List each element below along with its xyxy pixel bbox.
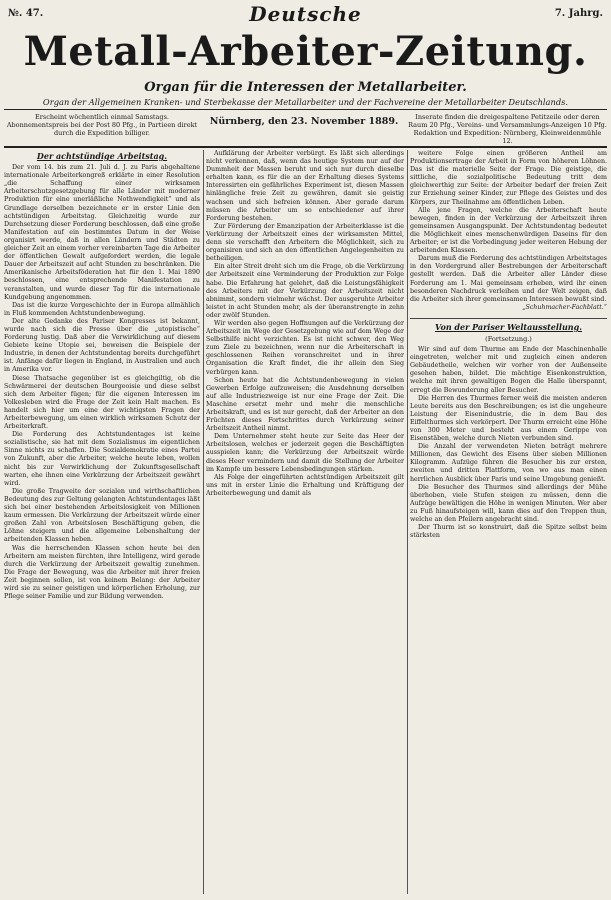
paragraph: Das ist die kurze Vorgeschichte der in Europa allmählich in Fluß kommenden Achtstundenbewegung. xyxy=(4,301,200,317)
subscription-info: Erscheint wöchentlich einmal Samstags. Abonnementspreis bei der Post 80 Pfg., in Partieen direkt durch die Expedition billiger. xyxy=(6,113,198,137)
paragraph: Als Folge der eingeführten achtstündigen Arbeitszeit gilt uns mit in erster Linie die Erhaltung und Kräftigung der Arbeiterbewegung und damit als xyxy=(206,473,404,497)
paragraph: Der Thurm ist so konstruirt, daß die Spitze selbst beim stärksten xyxy=(410,524,607,540)
paragraph: Zur Förderung der Emanzipation der Arbeiterklasse ist die Verkürzung der Arbeitszeit eines der wirksamsten Mittel, denn sie verschafft den Arbeitern die Möglichkeit, sich zu organisiren und sich an den öffentlichen Angelegenheiten zu betheiligen. xyxy=(206,222,404,263)
masthead-title: Metall-Arbeiter-Zeitung. xyxy=(23,28,588,75)
source-signature: „Schuhmacher-Fachblatt.“ xyxy=(522,303,607,311)
paragraph: Was die herrschenden Klassen schon heute bei den Arbeitern am meisten fürchten, ihre Intelligenz, wird gerade durch die Verkürzung der Arbeitszeit gewaltig zunehmen. Die Frage der Bewegung, was die Arbeiter mit ihrer freien Zeit beginnen sollen, ist von keinem Belang: der Arbeiter wird sie zu seiner geistigen und körperlichen Erholung, zur Pflege seiner Familie und zur Bildung verwenden. xyxy=(4,544,200,601)
subtitle: Organ für die Interessen der Metallarbeiter. xyxy=(144,80,467,95)
paragraph: Darum muß die Forderung des achtstündigen Arbeitstages in den Vordergrund aller Bestrebungen der Arbeiterschaft gestellt werden. Daß die Arbeiter aller Länder diese Forderung am 1. Mai gemeinsam erheben, wird ihr einen besonderen Nachdruck verleihen und der Welt zeigen, daß die Arbeiter sich ihrer gemeinsamen Interessen bewußt sind. xyxy=(410,255,607,303)
advert-info: Inserate finden die dreigespaltene Petitzeile oder deren Raum 20 Pfg., Vereins- und Versammlungs-Anzeigen 10 Pfg. Redaktion und Expedition: Nürnberg, Kleinweidenmühle 12. xyxy=(408,113,607,145)
paragraph: Der alte Gedanke des Pariser Kongresses ist bekannt, wurde nach sich die Presse über die „utopistische“ Forderung lustig. Daß aber die Verwirklichung auf diesem Gebiete keine Utopie sei, beweisen die Beispiele der Industrie, in denen der Achtstundentag bereits durchgeführt ist. Anfänge dafür liegen in England, in Australien und auch in Amerika vor. xyxy=(4,317,200,374)
paragraph: Die große Tragweite der sozialen und wirthschaftlichen Bedeutung des zur Geltung gelangten Achtstundentages läßt sich bei einer bestehenden Arbeitslosigkeit von Millionen kaum ermessen. Die Verkürzung der Arbeitszeit würde einer großen Zahl von Arbeitslosen Beschäftigung geben, die Löhne steigern und die allgemeine Lebenshaltung der arbeitenden Klassen heben. xyxy=(4,487,200,544)
column-1 xyxy=(4,150,200,894)
subtitle-organ: Organ der Allgemeinen Kranken- und Sterbekasse der Metallarbeiter und der Fachvereine der Metallarbeiter Deutschlands. xyxy=(42,97,569,107)
paragraph: Dem Unternehmer steht heute zur Seite das Heer der Arbeitslosen, welches er jederzeit gegen die Beschäftigten ausspielen kann; die Verkürzung der Arbeitszeit würde dieses Heer vermindern und damit die Stellung der Arbeiter im Kampfe um bessere Lebensbedingungen stärken. xyxy=(206,433,404,473)
date-line: Nürnberg, den 23. November 1889. xyxy=(209,116,399,127)
paragraph: Der vom 14. bis zum 21. Juli d. J. zu Paris abgehaltene internationale Arbeiterkongreß erklärte in einer Resolution „die Schaffung einer wirksamen Arbeiterschutzgesetzgebung für alle Länder mit moderner Produktion für eine unerläßliche Nothwendigkeit“ und als Grundlage derselben bezeichnete er in erster Linie den achtstündigen Arbeitstag. Gleichzeitig wurde zur Durchsetzung dieser Forderung beschlossen, daß eine große Manifestation auf ein bestimmtes Datum in der Weise organisirt werde, daß in allen Ländern und Städten zu gleicher Zeit an einem vorher vereinbarten Tage die Arbeiter der öffentlichen Gewalt aufgefordert werden, die legale Dauer der Arbeitszeit auf acht Stunden zu beschränken. Die Amerikanische Arbeitsföderation hat für den 1. Mai 1890 beschlossen, eine entsprechende Manifestation zu veranstalten, und wurde dieser Tag für die internationale Kundgebung angenommen. xyxy=(4,164,200,301)
paragraph: Diese Thatsache gegenüber ist es gleichgiltig, ob die Schwärmerei der deutschen Bourgeoisie und diese selbst sich dem Arbeiter fügen; für die eigenen Interessen im Volkesleben wird die Frage der Zeit kein Halt machen. Es handelt sich hier um eine der wichtigsten Fragen der Arbeiterbewegung, um einen wirklich wirksamen Schutz der Arbeiterkraft. xyxy=(4,374,200,431)
divider xyxy=(4,109,607,110)
volume-label: 7. Jahrg. xyxy=(554,8,603,19)
paragraph: weitere Folge einen größeren Antheil am Produktionsertrage der Arbeit in Form von höheren Löhnen. Das ist die materielle Seite der Frage. Die geistige, die sittliche, die sozialpolitische Bedeutung tritt dem gleichwerthig zur Seite: der Arbeiter bedarf der freien Zeit zur Erziehung seiner Kinder, zur Pflege des Geistes und des Körpers, zur Theilnahme am öffentlichen Leben. xyxy=(410,150,607,206)
masthead-small: Deutsche xyxy=(249,2,362,26)
divider xyxy=(410,318,607,319)
paragraph: Die Anzahl der verwendeten Nieten beträgt mehrere Millionen, das Gewicht des Eisens über sieben Millionen Kilogramm. Aufzüge führen die Besucher bis zur ersten, zweiten und dritten Plattform, von wo aus man einen herrlichen Ausblick über Paris und seine Umgebung genießt. xyxy=(410,443,607,483)
divider xyxy=(4,146,607,148)
paragraph: Ein alter Streit dreht sich um die Frage, ob die Verkürzung der Arbeitszeit eine Verminderung der Produktion zur Folge habe. Die Erfahrung hat gelehrt, daß die Leistungsfähigkeit des Arbeiters mit der Verkürzung der Arbeitszeit nicht abnimmt, sondern vielmehr wächst. Der ausgeruhte Arbeiter leistet in acht Stunden mehr, als der überanstrengte in zehn oder zwölf Stunden. xyxy=(206,263,404,319)
paragraph: Wir werden also gegen Hoffnungen auf die Verkürzung der Arbeitszeit im Wege der Gesetzgebung wie auf dem Wege der Selbsthilfe nicht verzichten. Es ist nicht schwer, den Weg zum Ziele zu bezeichnen, wenn nur die Arbeiterschaft in geschlossenen Reihen voranschreitet und in ihrer Organisation die Kraft findet, die ihr allein den Sieg verbürgen kann. xyxy=(206,319,404,376)
column-3 xyxy=(410,150,607,894)
columns xyxy=(4,150,607,894)
paragraph: Aufklärung der Arbeiter verbürgt. Es läßt sich allerdings nicht verkennen, daß, wenn das heutige System nur auf der Dummheit der Massen beruht und sich nur durch dieselbe erhalten kann, es für die an der Erhaltung dieses Systems Interessirten ein gefährliches Experiment ist, diesen Massen hinlängliche freie Zeit zu gewähren, damit sie geistig wachsen und sich befreien können. Aber gerade darum müssen die Arbeiter um so entschiedener auf ihrer Forderung bestehen. xyxy=(206,150,404,222)
paragraph: Die Herren des Thurmes ferner weiß die meisten anderen Leute bereits aus den Beschreibungen; es ist die ungeheure Leistung der Eisenindustrie, die in dem Bau des Eiffelthurmes sich verkörpert. Der Thurm erreicht eine Höhe von 300 Meter und besteht aus einem Gerippe von Eisenstäben, welche durch Nieten verbunden sind. xyxy=(410,394,607,443)
paragraph: Die Forderung des Achtstundentages ist keine sozialistische, sie hat mit dem Sozialismus im eigentlichen Sinne nichts zu schaffen. Die Sozialdemokratie eines Partei von Zukunft, aber die Arbeiter, welche heute leben, wollen nicht bis zur Verwirklichung der Zukunftsgesellschaft warten, ehe ihnen eine Verkürzung der Arbeitszeit gewährt wird. xyxy=(4,431,200,487)
article-heading: Der achtstündige Arbeitstag. xyxy=(36,151,168,161)
issue-number: №. 47. xyxy=(8,8,44,19)
paragraph: Wir sind auf dem Thurme am Ende der Maschinenhalle eingetreten, welcher mit und zugleich einen anderen Gebäudetheile, welchen wir vorher von der Außenseite gesehen haben, bildet. Die mächtige Eisenkonstruktion, welche mit ihren gewaltigen Bogen die Halle überspannt, erregt die Bewunderung aller Besucher. xyxy=(410,346,607,394)
paragraph: Die Besucher des Thurmes sind allerdings der Mühe überhoben, viele Stufen steigen zu müssen, denn die Aufzüge bewältigen die Höhe in wenigen Minuten. Wer aber zu Fuß hinaufsteigen will, kann dies auf den Treppen thun, welche an den Pfeilern angebracht sind. xyxy=(410,483,607,524)
paragraph: Alle jene Fragen, welche die Arbeiterschaft heute bewegen, finden in der Verkürzung der Arbeitszeit ihren gemeinsamen Ausgangspunkt. Der Achtstundentag bedeutet die Möglichkeit eines menschenwürdigen Daseins für den Arbeiter; er ist die Vorbedingung jeder weiteren Hebung der arbeitenden Klassen. xyxy=(410,206,607,255)
article-heading-2: Von der Pariser Weltausstellung. xyxy=(435,321,582,332)
column-2 xyxy=(206,150,404,894)
article-subheading: (Fortsetzung.) xyxy=(485,334,532,343)
info-bar xyxy=(4,111,607,145)
paragraph: Schon heute hat die Achtstundenbewegung in vielen Gewerben Erfolge aufzuweisen; die Ausdehnung derselben auf alle Industriezweige ist nur eine Frage der Zeit. Die Maschine ersetzt mehr und mehr die menschliche Arbeitskraft, und es ist nur gerecht, daß der Arbeiter an den Früchten dieses Fortschrittes durch Verkürzung seiner Arbeitszeit Antheil nimmt. xyxy=(206,376,404,433)
